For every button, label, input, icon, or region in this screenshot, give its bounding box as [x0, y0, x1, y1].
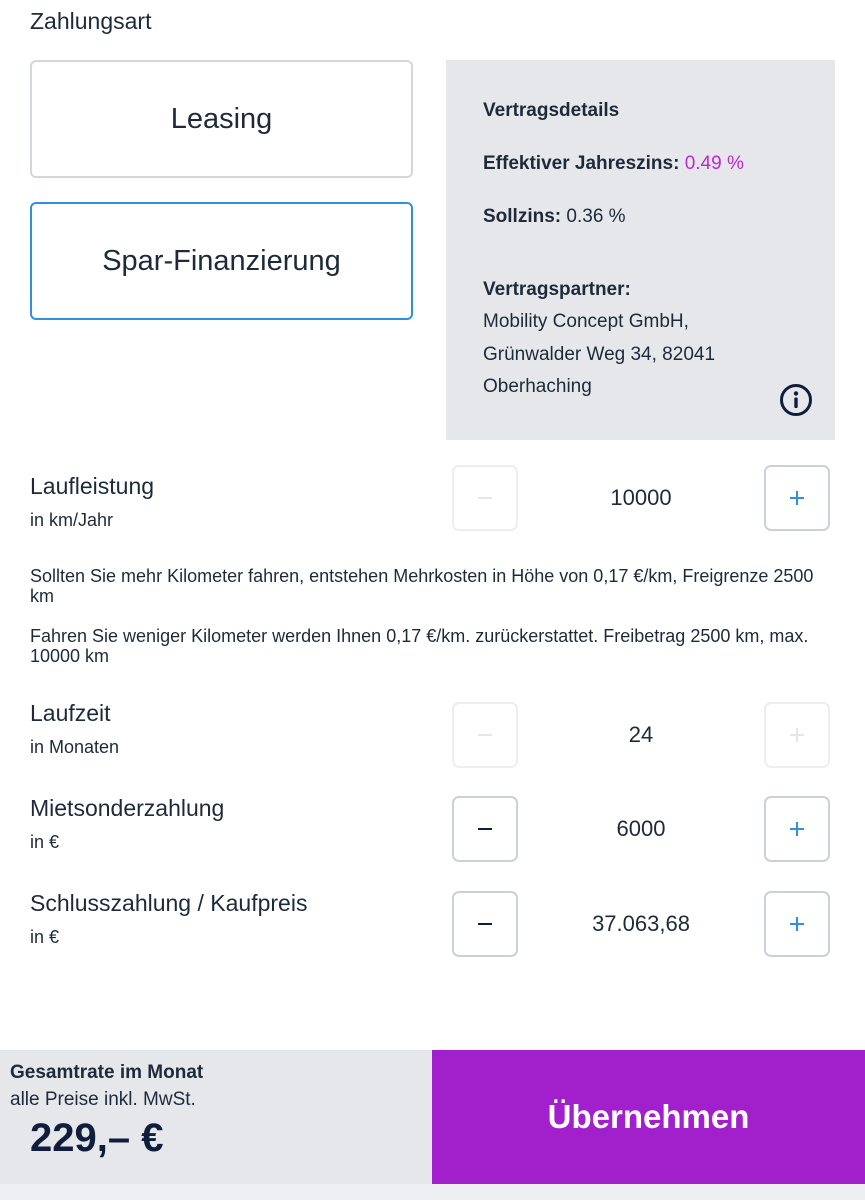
minus-icon: [475, 914, 495, 934]
mileage-unit: in km/Jahr: [30, 510, 114, 530]
minus-icon: [475, 725, 495, 745]
apr-label: Effektiver Jahreszins:: [483, 153, 680, 174]
downpayment-label: Mietsonderzahlung: [30, 795, 225, 821]
apr-line: [483, 153, 744, 175]
downpayment-unit: in €: [30, 832, 60, 852]
mileage-label: Laufleistung: [30, 473, 155, 499]
partner-line-2: Grünwalder Weg 34, 82041: [483, 344, 716, 365]
final-payment-increase-button[interactable]: [764, 891, 830, 957]
submit-button-label: Übernehmen: [547, 1098, 750, 1135]
spar-finanzierung-option-button[interactable]: [30, 202, 413, 320]
spar-finanzierung-option-label: Spar-Finanzierung: [102, 244, 341, 277]
plus-icon: [787, 819, 807, 839]
downpayment-value: 6000: [616, 816, 666, 841]
leasing-option-label: Leasing: [170, 102, 273, 135]
less-mileage-note: Fahren Sie weniger Kilometer werden Ihnen 0,17 €/km. zurückerstattet. Freibetrag 2500 km, max. 10000 km: [30, 626, 809, 666]
mileage-increase-button[interactable]: [764, 465, 830, 531]
downpayment-decrease-button[interactable]: [452, 796, 518, 862]
info-icon[interactable]: [779, 383, 813, 417]
plus-icon: [787, 725, 807, 745]
downpayment-increase-button[interactable]: [764, 796, 830, 862]
rate-label: Sollzins:: [483, 206, 562, 227]
total-rate-price: 229,– €: [30, 1116, 164, 1160]
term-decrease-button[interactable]: [452, 702, 518, 768]
apr-value: 0.49 %: [684, 153, 744, 174]
bottom-bar: [0, 1184, 865, 1200]
rate-line: [483, 206, 626, 228]
plus-icon: [787, 488, 807, 508]
payment-type-title: Zahlungsart: [30, 8, 152, 34]
final-payment-value: 37.063,68: [592, 911, 690, 936]
final-payment-decrease-button[interactable]: [452, 891, 518, 957]
partner-line-3: Oberhaching: [483, 376, 592, 397]
term-unit: in Monaten: [30, 737, 120, 757]
plus-icon: [787, 914, 807, 934]
total-rate-label: Gesamtrate im Monat: [10, 1062, 204, 1083]
submit-button[interactable]: [432, 1050, 865, 1184]
minus-icon: [475, 488, 495, 508]
total-rate-subtext: alle Preise inkl. MwSt.: [10, 1089, 196, 1110]
extra-mileage-note: Sollten Sie mehr Kilometer fahren, entstehen Mehrkosten in Höhe von 0,17 €/km, Freigrenze 2500 km: [30, 566, 814, 606]
mileage-decrease-button[interactable]: [452, 465, 518, 531]
contract-details-panel: [446, 60, 835, 440]
final-payment-label: Schlusszahlung / Kaufpreis: [30, 890, 308, 916]
leasing-option-button[interactable]: [30, 60, 413, 178]
term-value: 24: [628, 722, 654, 747]
contract-details-heading: Vertragsdetails: [483, 100, 620, 121]
partner-label: Vertragspartner:: [483, 279, 631, 300]
term-increase-button[interactable]: [764, 702, 830, 768]
partner-line-1: Mobility Concept GmbH,: [483, 311, 689, 332]
rate-value: 0.36 %: [566, 206, 626, 227]
mileage-value: 10000: [610, 485, 672, 510]
minus-icon: [475, 819, 495, 839]
term-label: Laufzeit: [30, 700, 111, 726]
final-payment-unit: in €: [30, 927, 60, 947]
